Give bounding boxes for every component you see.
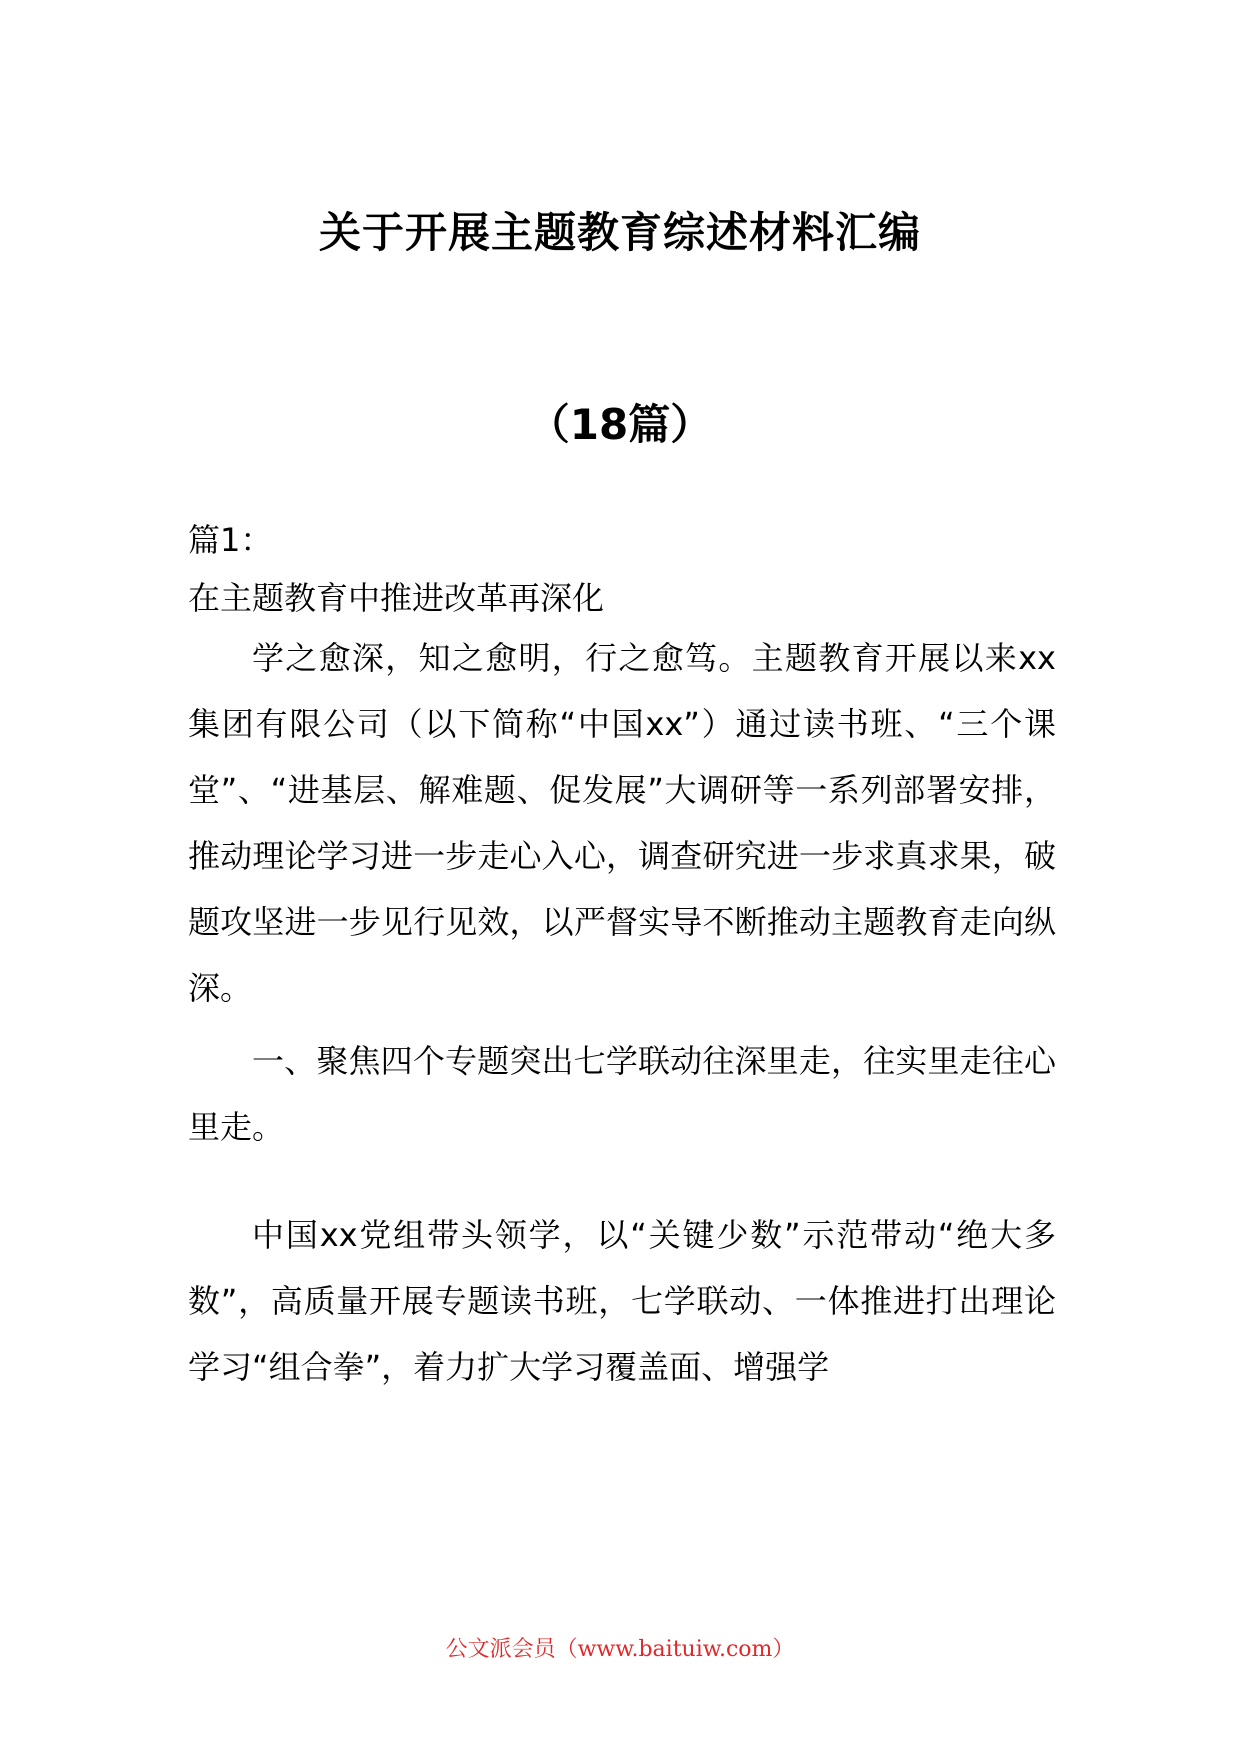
body-paragraph-1-block [188,625,1056,1021]
document-subtitle: （18篇） [527,400,713,449]
body-paragraph-1: 学之愈深，知之愈明，行之愈笃。主题教育开展以来xx集团有限公司（以下简称“中国xx”）通过读书班、“三个课堂”、“进基层、解难题、促发展”大调研等一系列部署安排，推动理论学习进一步走心入心，调查研究进一步求真求果，破题攻坚进一步见行见效，以严督实导不断推动主题教育走向纵深。 [188,639,1056,1007]
body-paragraph-3: 中国xx党组带头领学，以“关键少数”示范带动“绝大多数”，高质量开展专题读书班，七学联动、一体推进打出理论学习“组合拳”，着力扩大学习覆盖面、增强学 [188,1216,1056,1386]
chapter-label: 篇1： [188,521,273,559]
body-paragraph-3-block [188,1202,1056,1400]
body-paragraph-2-block [188,1028,1056,1160]
document-title: 关于开展主题教育综述材料汇编 [318,208,921,257]
section-heading-1: 一、聚焦四个专题突出七学联动往深里走，往实里走往心里走。 [188,1042,1056,1146]
footer-watermark: 公文派会员（www.baituiw.com） [445,1637,795,1662]
chapter-heading: 在主题教育中推进改革再深化 [188,579,605,617]
